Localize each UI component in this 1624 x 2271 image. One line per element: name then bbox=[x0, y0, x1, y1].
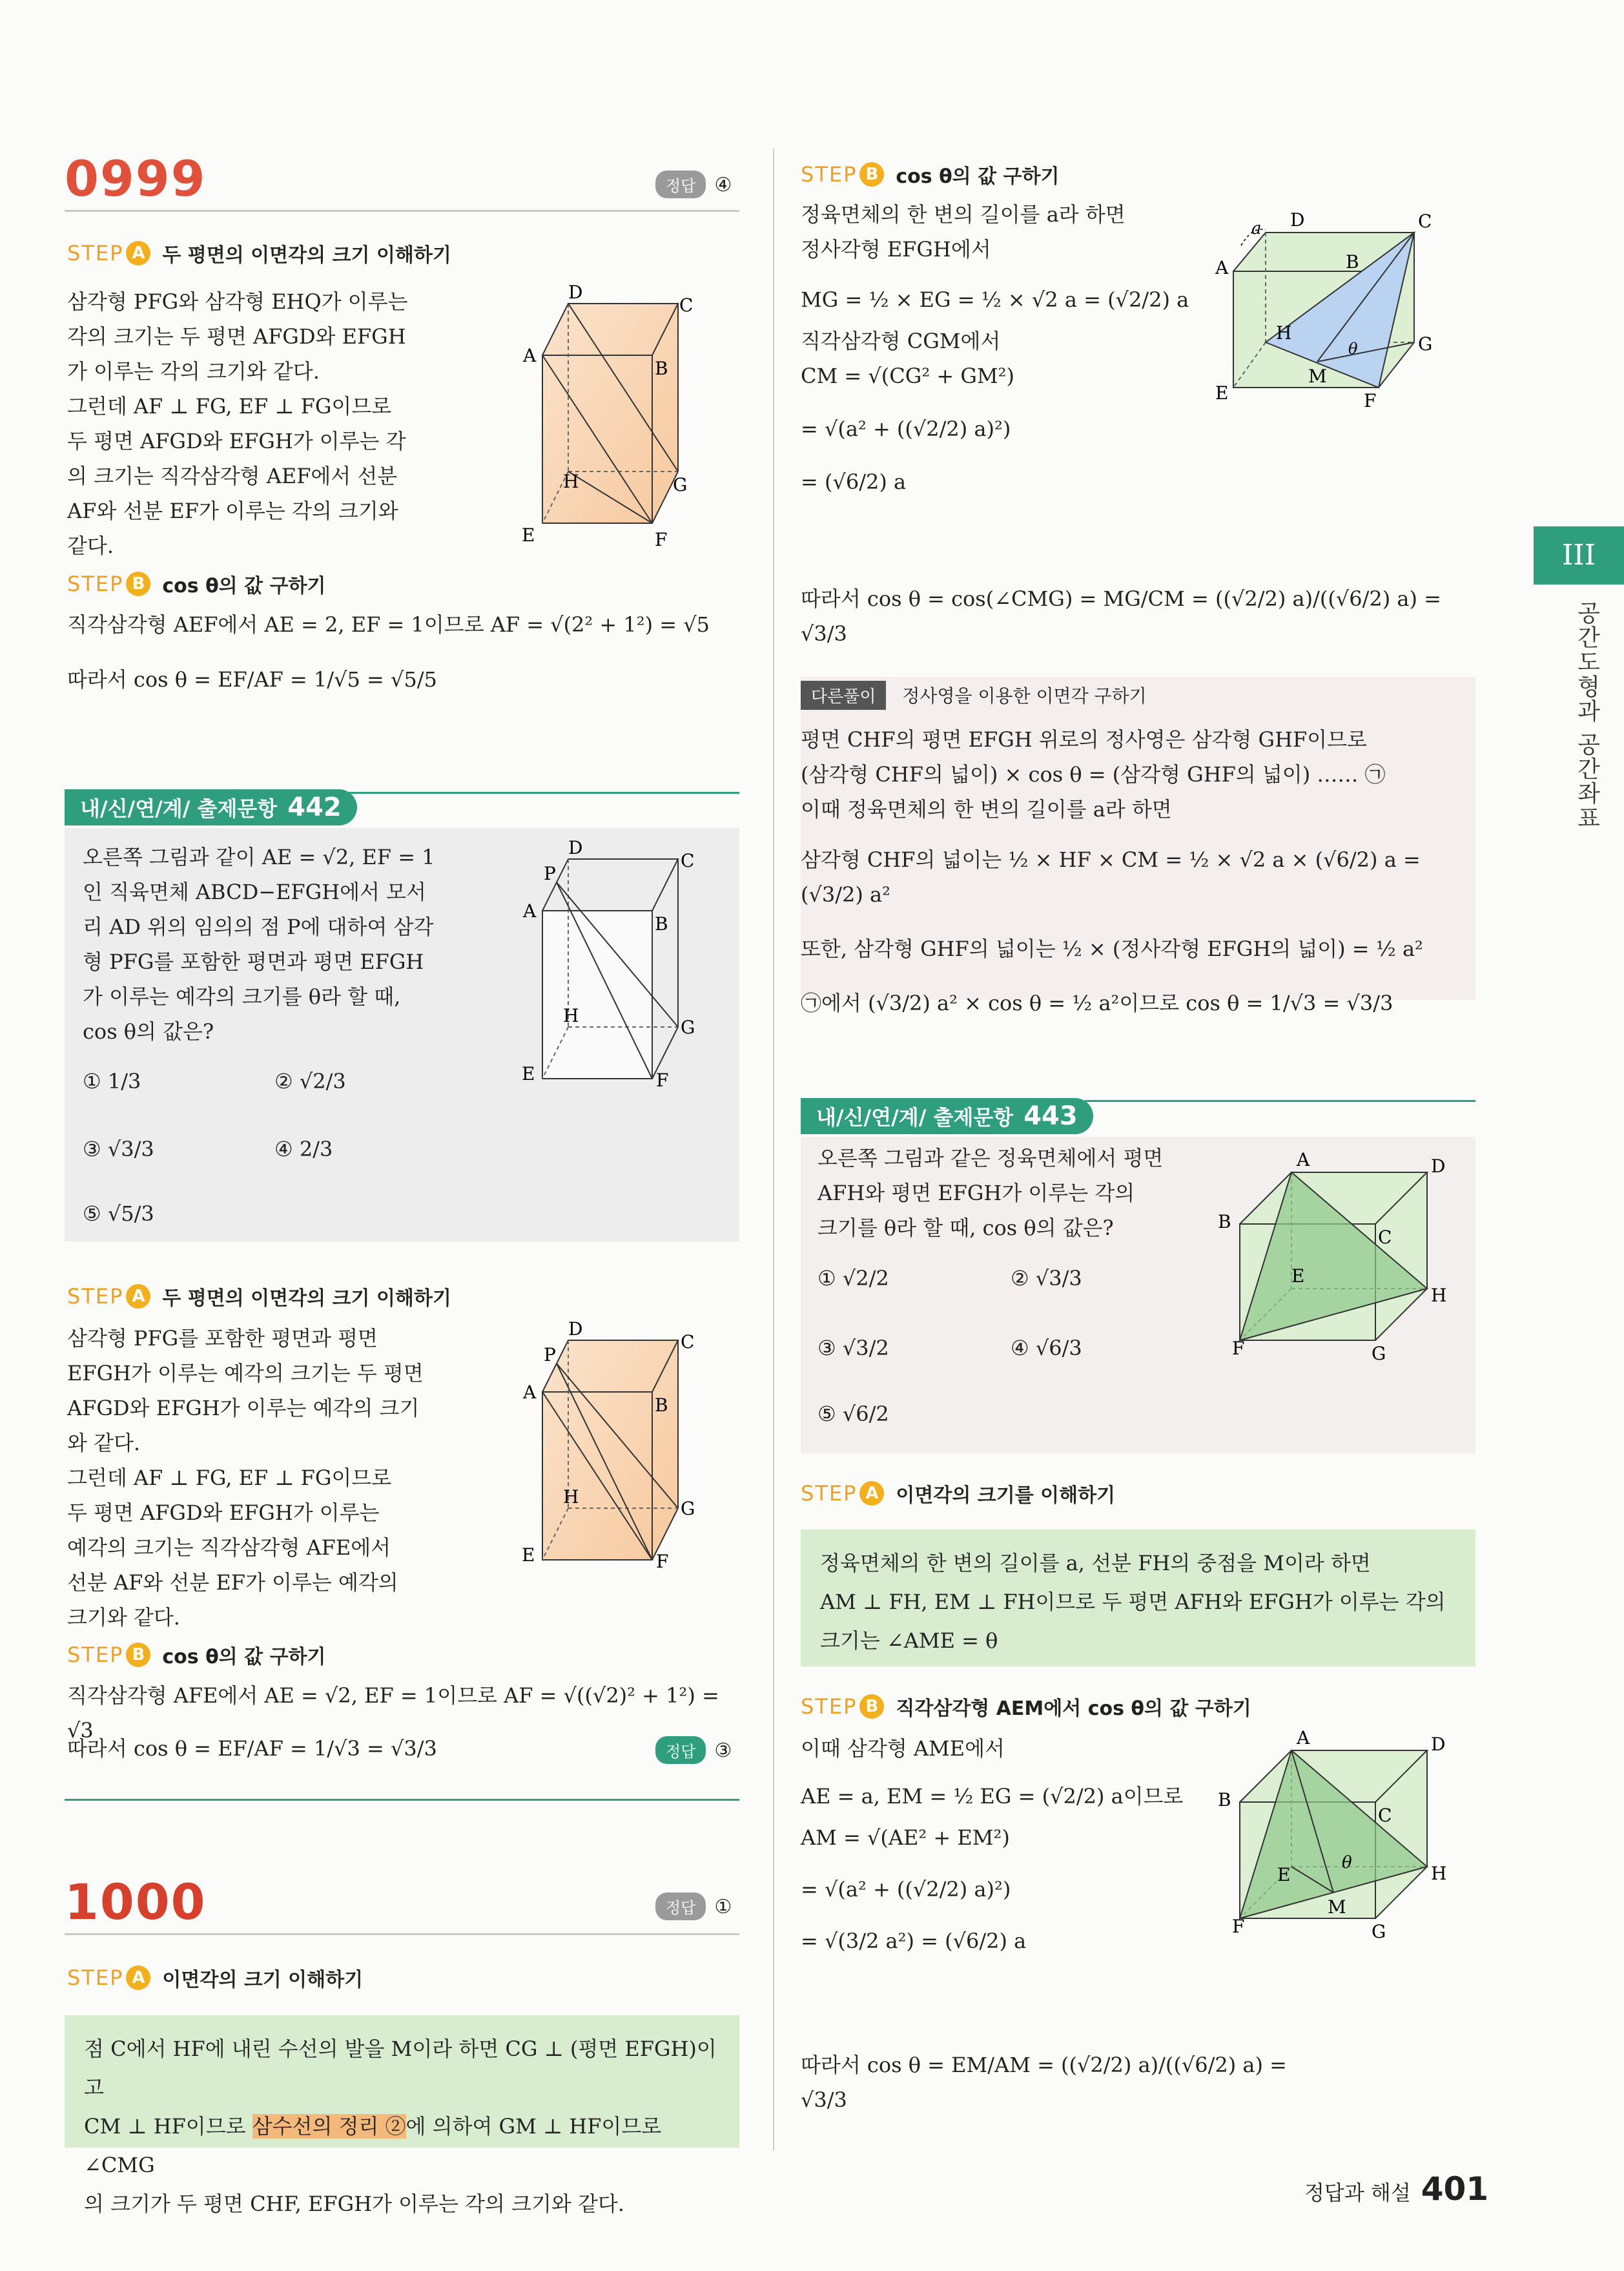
svg-text:D: D bbox=[1290, 209, 1305, 231]
svg-text:H: H bbox=[1431, 1863, 1447, 1884]
svg-text:E: E bbox=[522, 524, 535, 546]
text-line: AFGD와 EFGH가 이루는 예각의 크기 bbox=[67, 1396, 420, 1420]
svg-text:A: A bbox=[523, 900, 537, 922]
svg-text:C: C bbox=[681, 1331, 695, 1353]
step-title: 두 평면의 이면각의 크기 이해하기 bbox=[162, 1287, 451, 1310]
step-b-heading-right bbox=[801, 160, 1059, 189]
answer-badge-442 bbox=[655, 1736, 732, 1764]
text-line: MG = ½ × EG = ½ × √2 a = (√2/2) a bbox=[801, 287, 1189, 312]
svg-text:G: G bbox=[681, 1498, 695, 1519]
svg-text:G: G bbox=[681, 1017, 695, 1038]
prism-figure-0999 bbox=[504, 284, 710, 555]
step-tag: STEP bbox=[801, 162, 858, 187]
step-b-heading-443 bbox=[801, 1692, 1251, 1721]
step-tag: STEP bbox=[67, 1643, 124, 1667]
text-line: 오른쪽 그림과 같이 AE = √2, EF = 1 bbox=[83, 845, 435, 869]
step-tag: STEP bbox=[67, 241, 124, 265]
text-segment: 에 의하여 GM ⊥ HF이므로 ∠CMG bbox=[84, 2114, 662, 2177]
svg-text:H: H bbox=[563, 471, 579, 492]
svg-text:B: B bbox=[655, 913, 668, 935]
text-line: 의 크기는 직각삼각형 AEF에서 선분 bbox=[67, 464, 398, 488]
svg-text:B: B bbox=[1346, 251, 1359, 273]
svg-text:F: F bbox=[655, 529, 668, 550]
problem-rule bbox=[65, 1933, 739, 1935]
choice-2[interactable]: ② √2/3 bbox=[274, 1069, 346, 1094]
svg-text:C: C bbox=[679, 295, 694, 316]
text-line: 정육면체의 한 변의 길이를 a라 하면 bbox=[801, 202, 1125, 227]
text-line: 이때 삼각형 AME에서 bbox=[801, 1736, 1005, 1761]
step-title: cos θ의 값 구하기 bbox=[896, 165, 1060, 188]
text-line: CM = √(CG² + GM²) bbox=[801, 364, 1014, 388]
text-line: = √(a² + ((√2/2) a)²) bbox=[801, 417, 1011, 441]
footer-label: 정답과 해설 bbox=[1304, 2181, 1411, 2205]
cube-figure-aem bbox=[1214, 1725, 1459, 1944]
text-line: 정육면체의 한 변의 길이를 a, 선분 FH의 중점을 M이라 하면 bbox=[820, 1551, 1371, 1575]
text-line: 의 크기가 두 평면 CHF, EFGH가 이루는 각의 크기와 같다. bbox=[84, 2192, 624, 2216]
step-letter-icon: A bbox=[126, 1965, 150, 1990]
question-text-442 bbox=[83, 840, 483, 1049]
choice-1[interactable]: ① 1/3 bbox=[83, 1069, 141, 1094]
text-line: 형 PFG를 포함한 평면과 평면 EFGH bbox=[83, 949, 424, 974]
step-b-heading bbox=[67, 570, 325, 598]
text-line: 가 이루는 예각의 크기를 θ라 할 때, bbox=[83, 984, 401, 1009]
step-tag: STEP bbox=[67, 1965, 124, 1990]
svg-text:F: F bbox=[656, 1551, 669, 1572]
text-line bbox=[84, 2107, 720, 2184]
svg-text:A: A bbox=[1215, 257, 1229, 278]
choice-2[interactable]: ② √3/3 bbox=[1011, 1266, 1082, 1291]
alt-solution-header bbox=[801, 681, 1147, 710]
text-line: 직각삼각형 CGM에서 bbox=[801, 329, 1001, 353]
svg-text:B: B bbox=[1218, 1211, 1231, 1232]
ns-end-rule bbox=[65, 1799, 739, 1801]
svg-text:E: E bbox=[1291, 1265, 1305, 1287]
text-line: 선분 AF와 선분 EF가 이루는 예각의 bbox=[67, 1570, 398, 1595]
chapter-title: 공간도형과 공간좌표 bbox=[1574, 601, 1600, 831]
highlight-reference[interactable]: 삼수선의 정리 ② bbox=[252, 2114, 406, 2139]
step-a-heading bbox=[67, 239, 451, 267]
answer-value: ③ bbox=[714, 1739, 732, 1762]
svg-text:G: G bbox=[1418, 333, 1433, 355]
step-b-line1-442: 직각삼각형 AFE에서 AE = √2, EF = 1이므로 AF = √((√2)² + 1²) = √3 bbox=[67, 1683, 719, 1743]
page-number: 401 bbox=[1421, 2170, 1489, 2208]
step-b-conclusion-right: 따라서 cos θ = cos(∠CMG) = MG/CM = ((√2/2) a)/((√6/2) a) = √3/3 bbox=[801, 586, 1441, 646]
problem-rule bbox=[65, 210, 739, 212]
step-a-text bbox=[67, 284, 429, 563]
ns-banner-443 bbox=[801, 1098, 1093, 1134]
svg-text:E: E bbox=[1277, 1864, 1291, 1885]
text-line: = (√6/2) a bbox=[801, 470, 907, 494]
svg-text:D: D bbox=[1431, 1734, 1446, 1755]
choice-5[interactable]: ⑤ √6/2 bbox=[817, 1402, 889, 1426]
text-line: 크기를 θ라 할 때, cos θ의 값은? bbox=[817, 1216, 1114, 1240]
step-title: cos θ의 값 구하기 bbox=[162, 1646, 326, 1668]
choice-5[interactable]: ⑤ √5/3 bbox=[83, 1201, 154, 1226]
choice-3[interactable]: ③ √3/2 bbox=[817, 1336, 889, 1360]
svg-text:H: H bbox=[563, 1486, 579, 1508]
text-line: 삼각형 PFG를 포함한 평면과 평면 bbox=[67, 1326, 378, 1351]
text-line: 크기와 같다. bbox=[67, 1605, 180, 1630]
svg-text:C: C bbox=[1418, 211, 1432, 232]
step-tag: STEP bbox=[67, 572, 124, 596]
ns-label: 내/신/연/계/ 출제문항 bbox=[80, 796, 278, 821]
text-line: 예각의 크기는 직각삼각형 AFE에서 bbox=[67, 1535, 391, 1560]
ns-rule bbox=[349, 792, 739, 794]
text-line: 오른쪽 그림과 같은 정육면체에서 평면 bbox=[817, 1146, 1164, 1170]
svg-text:F: F bbox=[1232, 1338, 1245, 1359]
answer-label: 정답 bbox=[655, 171, 706, 198]
text-line: = √(3/2 a²) = (√6/2) a bbox=[801, 1929, 1027, 1953]
svg-text:C: C bbox=[1378, 1227, 1392, 1248]
text-line: 정사각형 EFGH에서 bbox=[801, 237, 991, 262]
step-a-heading-443 bbox=[801, 1479, 1115, 1508]
step-title: 이면각의 크기를 이해하기 bbox=[896, 1484, 1116, 1507]
choice-4[interactable]: ④ √6/3 bbox=[1011, 1336, 1082, 1360]
text-line: = √(a² + ((√2/2) a)²) bbox=[801, 1877, 1011, 1902]
chapter-tab[interactable]: III bbox=[1534, 526, 1624, 585]
step-b-line1: 직각삼각형 AEF에서 AE = 2, EF = 1이므로 AF = √(2² + 1²) = √5 bbox=[67, 612, 710, 637]
choice-3[interactable]: ③ √3/3 bbox=[83, 1137, 154, 1161]
step-letter-icon: A bbox=[126, 1284, 150, 1309]
svg-text:P: P bbox=[544, 1344, 556, 1365]
text-line: 리 AD 위의 임의의 점 P에 대하여 삼각 bbox=[83, 915, 434, 939]
text-line: AE = a, EM = ½ EG = (√2/2) a이므로 bbox=[801, 1784, 1184, 1809]
text-line: 두 평면 AFGD와 EFGH가 이루는 각 bbox=[67, 429, 406, 453]
svg-text:A: A bbox=[1297, 1149, 1310, 1170]
cube-figure-chf bbox=[1214, 207, 1446, 413]
svg-text:D: D bbox=[568, 840, 583, 858]
step-b-text-right bbox=[801, 197, 1201, 499]
text-line: 두 평면 AFGD와 EFGH가 이루는 bbox=[67, 1500, 380, 1525]
step-letter-icon: B bbox=[859, 162, 884, 187]
text-line: (삼각형 CHF의 넓이) × cos θ = (삼각형 GHF의 넓이) …… ㉠ bbox=[801, 762, 1386, 787]
step-b-heading-442 bbox=[67, 1641, 325, 1669]
svg-text:A: A bbox=[523, 345, 537, 366]
concept-box-443 bbox=[801, 1530, 1475, 1666]
text-line: AF와 선분 EF가 이루는 각의 크기와 bbox=[67, 499, 398, 523]
prism-figure-442-solution bbox=[504, 1321, 710, 1579]
svg-text:G: G bbox=[673, 474, 688, 495]
text-line: 인 직육면체 ABCD−EFGH에서 모서 bbox=[83, 880, 426, 904]
svg-text:B: B bbox=[655, 358, 668, 379]
step-b-text-443 bbox=[801, 1731, 1214, 1958]
text-line: 가 이루는 각의 크기와 같다. bbox=[67, 359, 320, 384]
question-text-443 bbox=[817, 1141, 1218, 1245]
step-letter-icon: A bbox=[859, 1481, 884, 1506]
answer-label: 정답 bbox=[655, 1892, 706, 1920]
text-line: 점 C에서 HF에 내린 수선의 발을 M이라 하면 CG ⊥ (평면 EFGH)이고 bbox=[84, 2037, 717, 2100]
text-line: 삼각형 CHF의 넓이는 ½ × HF × CM = ½ × √2 a × (√6/2) a = (√3/2) a² bbox=[801, 847, 1421, 907]
text-line: 그런데 AF ⊥ FG, EF ⊥ FG이므로 bbox=[67, 1466, 392, 1490]
cube-figure-afh bbox=[1214, 1146, 1459, 1366]
svg-text:G: G bbox=[1372, 1921, 1386, 1942]
step-tag: STEP bbox=[801, 1481, 858, 1506]
alt-title: 정사영을 이용한 이면각 구하기 bbox=[902, 685, 1147, 707]
ns-banner-442 bbox=[65, 789, 357, 825]
text-line: AFH와 평면 EFGH가 이루는 각의 bbox=[817, 1181, 1135, 1205]
svg-text:F: F bbox=[1232, 1916, 1245, 1937]
ns-number: 443 bbox=[1023, 1101, 1078, 1131]
step-b-line2-442: 따라서 cos θ = EF/AF = 1/√3 = √3/3 bbox=[67, 1736, 437, 1761]
step-title: cos θ의 값 구하기 bbox=[162, 575, 326, 597]
answer-badge-1000 bbox=[655, 1892, 732, 1920]
choice-4[interactable]: ④ 2/3 bbox=[274, 1137, 333, 1161]
step-letter-icon: B bbox=[126, 572, 150, 596]
answer-badge-0999 bbox=[655, 171, 732, 198]
problem-number-0999: 0999 bbox=[65, 150, 207, 207]
step-tag: STEP bbox=[67, 1284, 124, 1309]
text-line: 삼각형 PFG와 삼각형 EHQ가 이루는 bbox=[67, 289, 408, 314]
choice-1[interactable]: ① √2/2 bbox=[817, 1266, 889, 1291]
svg-text:A: A bbox=[1297, 1727, 1310, 1748]
step-b-conclusion-443: 따라서 cos θ = EM/AM = ((√2/2) a)/((√6/2) a) = √3/3 bbox=[801, 2053, 1287, 2112]
page-footer bbox=[1304, 2170, 1488, 2208]
text-line: cos θ의 값은? bbox=[83, 1019, 214, 1044]
svg-text:P: P bbox=[544, 863, 556, 884]
text-line: ㉠에서 (√3/2) a² × cos θ = ½ a²이므로 cos θ = 1/√3 = √3/3 bbox=[801, 991, 1393, 1015]
step-title: 이면각의 크기 이해하기 bbox=[162, 1969, 364, 1991]
text-line: 또한, 삼각형 GHF의 넓이는 ½ × (정사각형 EFGH의 넓이) = ½ a² bbox=[801, 937, 1423, 961]
svg-text:θ: θ bbox=[1348, 340, 1358, 358]
answer-value: ④ bbox=[714, 174, 732, 196]
svg-text:D: D bbox=[568, 1321, 583, 1340]
step-title: 직각삼각형 AEM에서 cos θ의 값 구하기 bbox=[896, 1697, 1251, 1720]
svg-text:A: A bbox=[523, 1382, 537, 1403]
text-line: 크기는 ∠AME = θ bbox=[820, 1628, 998, 1653]
text-line: 같다. bbox=[67, 534, 114, 558]
svg-text:F: F bbox=[1364, 390, 1377, 411]
svg-text:B: B bbox=[655, 1395, 668, 1416]
step-b-line2: 따라서 cos θ = EF/AF = 1/√5 = √5/5 bbox=[67, 667, 437, 692]
step-a-heading-442 bbox=[67, 1282, 451, 1311]
text-line: 평면 CHF의 평면 EFGH 위로의 정사영은 삼각형 GHF이므로 bbox=[801, 727, 1367, 752]
svg-text:H: H bbox=[1276, 322, 1292, 344]
svg-text:H: H bbox=[1431, 1285, 1447, 1306]
step-tag: STEP bbox=[801, 1694, 858, 1719]
answer-label: 정답 bbox=[655, 1736, 706, 1764]
ns-number: 442 bbox=[287, 793, 342, 822]
svg-text:D: D bbox=[568, 284, 583, 303]
alt-solution-text bbox=[801, 722, 1472, 1021]
text-segment: CM ⊥ HF이므로 bbox=[84, 2114, 252, 2139]
svg-text:F: F bbox=[656, 1070, 669, 1091]
svg-text:G: G bbox=[1372, 1343, 1386, 1364]
text-line: AM = √(AE² + EM²) bbox=[801, 1825, 1010, 1850]
answer-value: ① bbox=[714, 1896, 732, 1918]
svg-text:H: H bbox=[563, 1005, 579, 1026]
svg-text:θ: θ bbox=[1342, 1853, 1352, 1872]
text-line: 이때 정육면체의 한 변의 길이를 a라 하면 bbox=[801, 797, 1172, 822]
step-letter-icon: B bbox=[126, 1643, 150, 1667]
text-line: 그런데 AF ⊥ FG, EF ⊥ FG이므로 bbox=[67, 394, 392, 419]
alt-badge: 다른풀이 bbox=[801, 681, 886, 710]
step-a-heading-1000 bbox=[67, 1964, 363, 1992]
column-divider bbox=[773, 149, 774, 2151]
step-letter-icon: A bbox=[126, 241, 150, 265]
ns-rule bbox=[1085, 1100, 1475, 1102]
svg-text:E: E bbox=[1215, 382, 1229, 404]
svg-text:E: E bbox=[522, 1063, 535, 1084]
svg-text:D: D bbox=[1431, 1156, 1446, 1177]
svg-text:B: B bbox=[1218, 1789, 1231, 1810]
ns-label: 내/신/연/계/ 출제문항 bbox=[816, 1105, 1014, 1130]
text-line: 와 같다. bbox=[67, 1431, 141, 1455]
step-letter-icon: B bbox=[859, 1694, 884, 1719]
svg-text:M: M bbox=[1328, 1896, 1346, 1918]
concept-box-1000 bbox=[65, 2015, 739, 2216]
svg-text:a: a bbox=[1251, 219, 1262, 238]
svg-text:E: E bbox=[522, 1544, 535, 1566]
text-line: AM ⊥ FH, EM ⊥ FH이므로 두 평면 AFH와 EFGH가 이루는 각의 bbox=[820, 1590, 1446, 1614]
step-title: 두 평면의 이면각의 크기 이해하기 bbox=[162, 244, 451, 267]
svg-text:C: C bbox=[1378, 1805, 1392, 1826]
problem-number-1000: 1000 bbox=[65, 1873, 207, 1931]
prism-figure-442 bbox=[504, 840, 710, 1098]
text-line: EFGH가 이루는 예각의 크기는 두 평면 bbox=[67, 1361, 424, 1385]
svg-text:M: M bbox=[1308, 366, 1327, 387]
svg-text:C: C bbox=[681, 850, 695, 871]
step-a-text-442 bbox=[67, 1321, 468, 1635]
text-line: 각의 크기는 두 평면 AFGD와 EFGH bbox=[67, 324, 406, 349]
